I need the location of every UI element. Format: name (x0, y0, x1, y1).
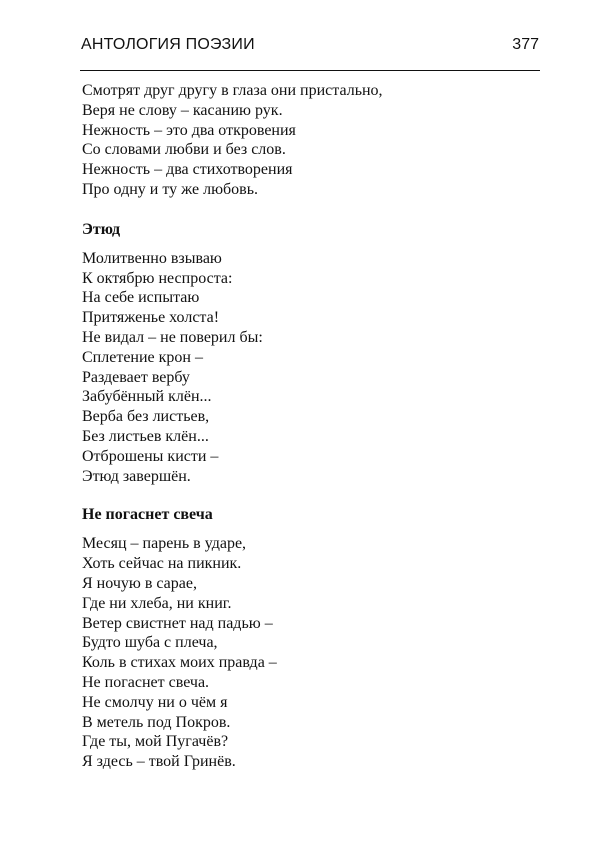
poem-line: Месяц – парень в ударе, (82, 535, 247, 553)
poem-line: Не смолчу ни о чём я (82, 693, 228, 711)
poem-line: Отброшены кисти – (82, 447, 219, 465)
poem-line: К октябрю неспроста: (82, 269, 233, 287)
poem-line: Не погаснет свеча. (82, 673, 210, 691)
poem-line: Молитвенно взываю (82, 249, 222, 267)
poem-line: Со словами любви и без слов. (82, 141, 286, 159)
poem-line: Веря не слову – касанию рук. (82, 101, 283, 119)
poem-line: На себе испытаю (82, 289, 200, 307)
poem-line: Притяженье холста! (82, 309, 220, 327)
poem-line: Сплетение крон – (82, 348, 203, 366)
poem-line: Не видал – не поверил бы: (82, 328, 263, 346)
poem-line: Я ночую в сарае, (82, 574, 197, 592)
poem-line: Где ни хлеба, ни книг. (82, 594, 232, 612)
poem-line: Я здесь – твой Гринёв. (82, 753, 236, 771)
page-number: 377 (512, 36, 539, 53)
poem-etyud (82, 249, 542, 487)
poem-title-svecha: Не погаснет свеча (82, 506, 213, 524)
poem-line: Ветер свистнет над падью – (82, 614, 273, 632)
poem-title-etyud: Этюд (82, 220, 121, 238)
poem-line: Забубённый клён... (82, 388, 212, 406)
poem-line: Смотрят друг другу в глаза они пристально, (82, 82, 383, 99)
running-title: АНТОЛОГИЯ ПОЭЗИИ (81, 36, 255, 53)
poem-line: Раздевает вербу (82, 368, 190, 386)
page-content (82, 81, 542, 772)
poem-line: Коль в стихах моих правда – (82, 654, 277, 672)
poem-line: Про одну и ту же любовь. (82, 180, 259, 198)
poem-line: Этюд завершён. (82, 467, 191, 485)
poem-continued (82, 81, 542, 200)
poem-line: В метель под Покров. (82, 713, 231, 731)
poem-line: Без листьев клён... (82, 427, 209, 445)
poem-line: Верба без листьев, (82, 408, 210, 426)
poem-svecha (82, 534, 542, 772)
poem-line: Будто шуба с плеча, (82, 634, 218, 652)
poem-line: Нежность – два стихотворения (82, 161, 293, 179)
poem-line: Нежность – это два откровения (82, 121, 296, 139)
poem-line: Хоть сейчас на пикник. (82, 555, 242, 573)
poem-line: Где ты, мой Пугачёв? (82, 733, 229, 751)
page-header (80, 36, 540, 71)
